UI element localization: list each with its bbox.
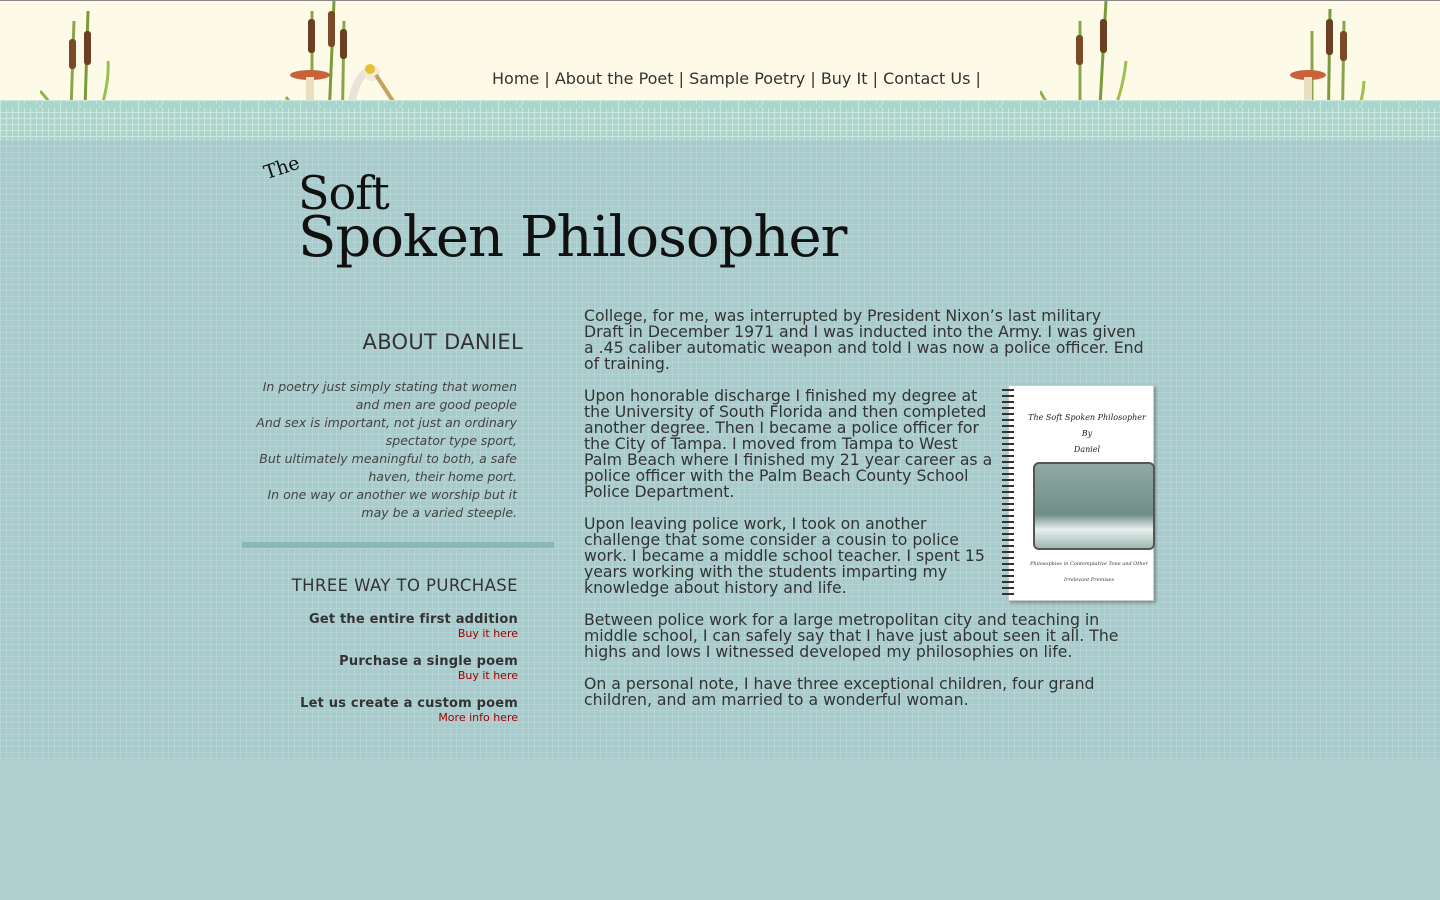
purchase-option-title: Get the entire first addition	[308, 612, 518, 627]
book-subtitle: Philosophies in Contemplative Tone and Other Irrelevant Premises	[1030, 561, 1148, 583]
logo-the: The	[261, 151, 303, 184]
wave-strip	[0, 100, 1440, 140]
sidebar-divider	[242, 542, 554, 548]
book-author-text: Daniel	[1073, 445, 1101, 454]
purchase-option-title: Let us create a custom poem	[300, 696, 518, 711]
content-paragraph: College, for me, was interrupted by President Nixon’s last military Draft in December 1971 and I was inducted into the Army. I was given a .45 caliber automatic weapon and told I was now a police officer. End of training.	[584, 306, 1144, 373]
content-paragraph: Between police work for a large metropolitan city and teaching in middle school, I can safely say that I have just about seen it all. The highs and lows I witnessed developed my philosophies on life.	[584, 610, 1119, 661]
book-cover	[1008, 385, 1154, 601]
nav-separator: |	[678, 69, 685, 88]
nav-buy-it[interactable]: Buy It	[820, 69, 868, 88]
poem-line: But ultimately meaningful to both, a safe haven, their home port.	[259, 451, 517, 484]
poem-line: In one way or another we worship but it may be a varied steeple.	[267, 487, 517, 520]
purchase-option-single	[339, 654, 518, 682]
poem-excerpt	[247, 378, 517, 522]
book-title-text: The Soft Spoken Philosopher	[1028, 413, 1146, 422]
nav-separator: |	[810, 69, 816, 88]
nav-home[interactable]: Home	[492, 69, 540, 88]
content-paragraph: On a personal note, I have three exceptional children, four grand children, and am married to a wonderful woman.	[584, 674, 1095, 709]
book-pelican-photo	[1033, 462, 1155, 550]
main-content	[584, 306, 1148, 724]
nav-separator: |	[975, 69, 981, 88]
buy-single-link[interactable]: Buy it here	[457, 669, 518, 682]
purchase-option-custom	[300, 696, 518, 724]
spiral-binding-icon	[1002, 389, 1014, 597]
nav-about-the-poet[interactable]: About the Poet	[554, 69, 674, 88]
custom-poem-info-link[interactable]: More info here	[438, 711, 518, 724]
main-nav	[492, 71, 982, 87]
book-by-text: By	[1081, 429, 1093, 438]
content-paragraph: Upon leaving police work, I took on another challenge that some consider a cousin to police work. I became a middle school teacher. I spent 15 years working with the students imparting my knowledge about history and life.	[584, 514, 985, 597]
nav-separator: |	[544, 69, 550, 88]
nav-sample-poetry[interactable]: Sample Poetry	[689, 69, 806, 88]
purchase-option-title: Purchase a single poem	[339, 654, 518, 669]
about-heading: ABOUT DANIEL	[362, 330, 523, 354]
logo-spoken-philosopher: Spoken Philosopher	[298, 205, 847, 270]
book-cover-image	[1002, 385, 1152, 601]
purchase-option-entire	[309, 612, 518, 640]
buy-entire-link[interactable]: Buy it here	[457, 627, 518, 640]
poem-line: And sex is important, not just an ordinary spectator type sport,	[256, 415, 517, 448]
nav-separator: |	[872, 69, 878, 88]
poem-line: In poetry just simply stating that women and men are good people	[262, 379, 517, 412]
nav-contact-us[interactable]: Contact Us	[883, 69, 971, 88]
book-title	[1023, 410, 1151, 458]
logo-soft: Soft	[298, 166, 389, 220]
content-paragraph: Upon honorable discharge I finished my degree at the University of South Florida and then completed another degree. Then I became a police officer for the City of Tampa. I moved from Tampa to West Palm Beach where I finished my 21 year career as a police officer with the Palm Beach County School Police Department.	[584, 386, 993, 501]
purchase-heading: THREE WAY TO PURCHASE	[291, 576, 518, 595]
